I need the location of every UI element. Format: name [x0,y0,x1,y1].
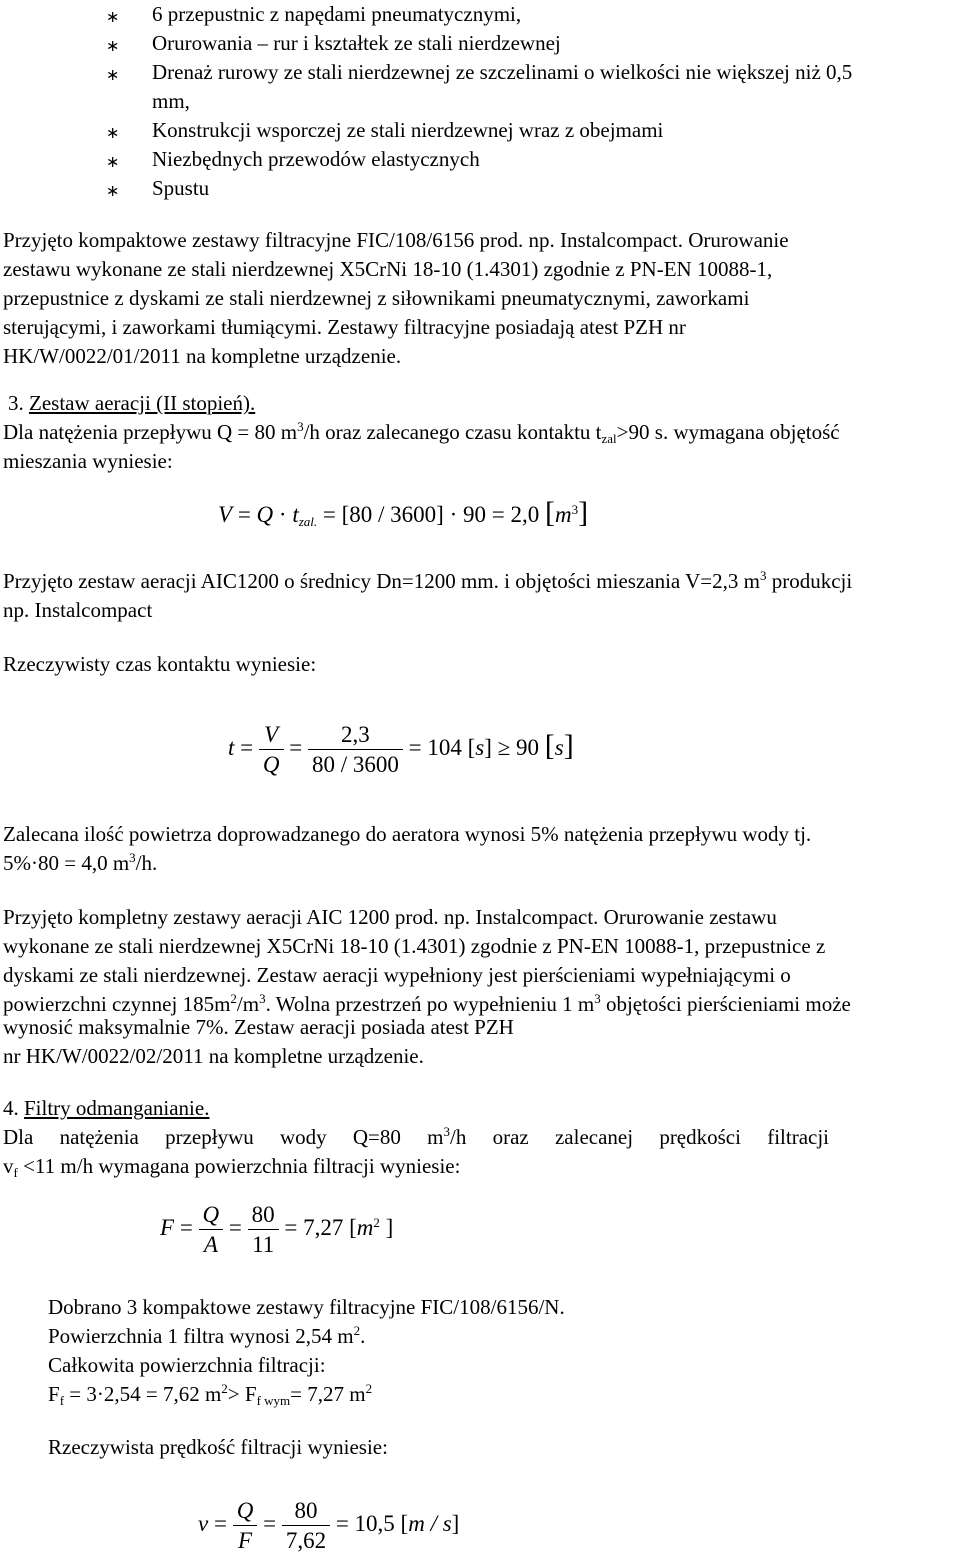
paragraph-line: HK/W/0022/01/2011 na kompletne urządzenie. [3,344,402,368]
list-item: Konstrukcji wsporczej ze stali nierdzewnej wraz z obejmami [152,118,664,142]
contact-time-label: Rzeczywisty czas kontaktu wyniesie: [3,652,317,676]
list-item: Niezbędnych przewodów elastycznych [152,147,480,171]
air-amount-line-2: 5%·80 = 4,0 $m^3/h$. [3,850,158,875]
list-item: Spustu [152,176,210,200]
air-amount-line: Zalecana ilość powietrza doprowadzanego do aeratora wynosi 5% natężenia przepływu wody tj. [3,822,812,846]
section-3-intro-line: Dla natężenia przepływu Q = 80 $m^3/h$ oraz zalecanego czasu kontaktu $t_{zal}>90$ s. wymagana objętość [3,419,840,446]
bullet-icon: ∗ [106,36,120,55]
section-3-intro-line-2: mieszania wyniesie: [3,449,173,473]
paragraph-line: wynosić maksymalnie 7%. Zestaw aeracji posiada atest PZH [3,1015,514,1039]
speed-label: Rzeczywista prędkość filtracji wyniesie: [48,1435,388,1459]
bullet-icon: ∗ [106,7,120,26]
paragraph-line: Przyjęto kompaktowe zestawy filtracyjne FIC/108/6156 prod. np. Instalcompact. Orurowanie [3,228,789,252]
bullet-icon: ∗ [106,181,120,200]
selection-line: $F_f = 3\cdot 2,54 = 7,62$ $m^2> F_{f wym}= 7,27$ $m^2$ [48,1381,373,1408]
bullet-icon: ∗ [106,65,120,84]
section-4-intro-line: Dla natężenia przepływu wody Q=80 $m^3/h$ oraz zalecanej prędkości filtracji [3,1124,830,1149]
list-item: 6 przepustnic z napędami pneumatycznymi, [152,2,522,26]
selection-line: Dobrano 3 kompaktowe zestawy filtracyjne FIC/108/6156/N. [48,1295,565,1319]
aeration-adoption-line-2: np. Instalcompact [3,598,153,622]
paragraph-line: przepustnice z dyskami ze stali nierdzewnej z siłownikami pneumatycznymi, zaworkami [3,286,750,310]
bullet-icon: ∗ [106,123,120,142]
paragraph-line: powierzchni czynnej $185m^2/m^3$. Wolna przestrzeń po wypełnieniu 1 $m^3$ objętości pierścieniami może [3,991,851,1016]
paragraph-line: wykonane ze stali nierdzewnej X5CrNi 18-10 (1.4301) zgodnie z PN-EN 10088-1, przepustnice z [3,934,826,958]
bullet-icon: ∗ [106,152,120,171]
aeration-adoption-line: Przyjęto zestaw aeracji AIC1200 o średnicy Dn=1200 mm. i objętości mieszania V=2,3 $m^3$ produkcji [3,568,853,593]
volume-equation: $V = Q \cdot t_{zal.} = [80 / 3600] \cdot 90 = 2,0$ $[m^3]$ [218,496,589,529]
paragraph-line: nr HK/W/0022/02/2011 na kompletne urządzenie. [3,1044,424,1068]
selection-line: Powierzchnia 1 filtra wynosi 2,54 $m^2$. [48,1323,366,1348]
section-4-title: Filtry odmanganianie. [24,1096,210,1120]
paragraph-line: zestawu wykonane ze stali nierdzewnej X5CrNi 18-10 (1.4301) zgodnie z PN-EN 10088-1, [3,257,773,281]
section-4-intro-line-2: $v_f <11$ m/h wymagana powierzchnia filtracji wyniesie: [3,1154,461,1180]
section-3-heading: 3. Zestaw aeracji (II stopień). [8,391,256,415]
paragraph-line: Przyjęto kompletny zestawy aeracji AIC 1200 prod. np. Instalcompact. Orurowanie zestawu [3,905,777,929]
paragraph-line: sterującymi, i zaworkami tłumiącymi. Zestawy filtracyjne posiadają atest PZH nr [3,315,686,339]
list-item-continuation: mm, [152,89,190,113]
paragraph-line: dyskami ze stali nierdzewnej. Zestaw aeracji wypełniony jest pierścieniami wypełniającymi o [3,963,791,987]
filter-area-equation: F = $\frac{Q}{A}$ = $\frac{80}{11}$ = 7,27 [$m^2$ ] [160,1202,394,1257]
filtration-speed-equation: v = $\frac{Q}{F}$ = $\frac{80}{7,62}$ = 10,5 [m / s] [198,1498,460,1553]
selection-line: Całkowita powierzchnia filtracji: [48,1353,326,1377]
list-item: Orurowania – rur i kształtek ze stali nierdzewnej [152,31,561,55]
section-4-heading: 4. Filtry odmanganianie. [3,1096,210,1120]
contact-time-equation: t = $\frac{V}{Q}$ = $\frac{2,3}{80 / 3600}$ = 104 [s] ≥ 90 [s] [228,722,574,777]
list-item: Drenaż rurowy ze stali nierdzewnej ze szczelinami o wielkości nie większej niż 0,5 [152,60,853,84]
section-3-title: Zestaw aeracji (II stopień). [29,391,256,415]
